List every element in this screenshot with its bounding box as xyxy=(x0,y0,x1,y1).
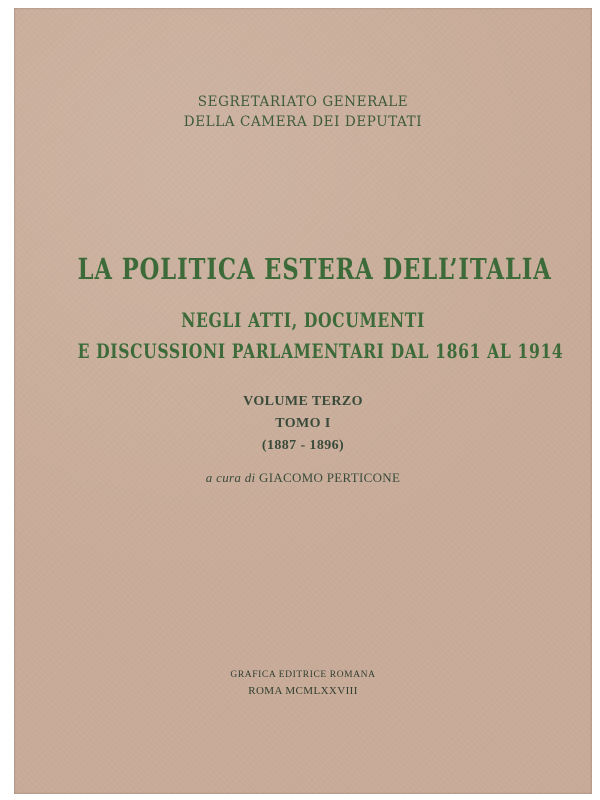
book-title: LA POLITICA ESTERA DELL’ITALIA xyxy=(77,252,552,286)
tome-label: TOMO I xyxy=(275,416,331,431)
editor-name: GIACOMO PERTICONE xyxy=(259,470,401,485)
volume-label: VOLUME TERZO xyxy=(243,394,363,409)
printer-name: GRAFICA EDITRICE ROMANA xyxy=(230,670,376,680)
book-cover xyxy=(14,8,592,794)
imprint-place-year: ROMA MCMLXXVIII xyxy=(248,685,358,697)
book-subtitle-line-1: NEGLI ATTI, DOCUMENTI xyxy=(181,308,425,332)
publisher-line-1: SEGRETARIATO GENERALE xyxy=(197,94,409,110)
editor-credit xyxy=(14,470,592,486)
book-subtitle-line-2: E DISCUSSIONI PARLAMENTARI DAL 1861 AL 1914 xyxy=(77,339,564,363)
editor-prefix: a cura di xyxy=(205,470,256,485)
publisher-line-2: DELLA CAMERA DEI DEPUTATI xyxy=(183,114,423,130)
volume-years: (1887 - 1896) xyxy=(261,438,345,453)
